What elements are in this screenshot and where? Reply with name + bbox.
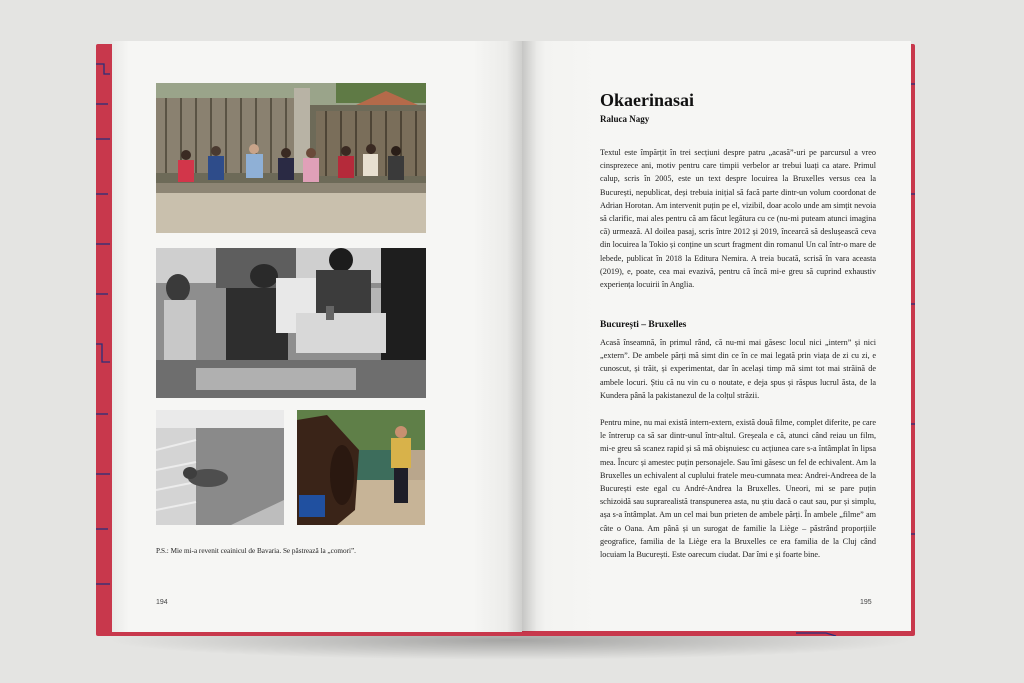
right-page-number: 195 (860, 599, 872, 606)
chapter-author: Raluca Nagy (600, 114, 650, 124)
photo-family-reading-newspaper (156, 248, 426, 398)
photo-villagers-on-bench (156, 83, 426, 233)
body-paragraph-1: Acasă înseamnă, în primul rând, că nu-mi mai găsesc locul nici „intern” și nici „extern”. De ambele părți mă simt din ce în ce mai legată prin viața de zi cu zi, e cunoscut, și trăit, și experimentat, dar în același timp mă simt tot mai străină de ambele locuri. Știu că nu vin cu o noutate, e deja spus și răspus lucrul ăsta, de la Kundera până la pakistanezul de la colțul străzii. (600, 338, 876, 400)
photo-caption: P.S.: Mie mi-a revenit ceainicul de Bavaria. Se păstrează la „comori”. (156, 547, 356, 555)
book-gutter (507, 41, 537, 632)
body-paragraph-2: Pentru mine, nu mai există intern-extern, există două filme, complet diferite, pe care le întrerup ca să sar dintr-unul într-altul. Greșeala e că, atunci când reiau un film, mi-e greu să scanez rapid și să mă obișnuiesc cu acțiunea care s-a întâmplat în lipsa mea. Încurc și amestec puțin personajele. Sau îmi găsesc un fel de echivalent. Am la Bruxelles un echivalent al cuplului fratele meu-cumnata mea: Andrei-Andreea de la București este egal cu André-Andrea la Bruxelles. Uneori, mi se pare puțin schizoidă sau suprarealistă transpunerea asta, nu știu dacă o caut sau, pur și simplu, așa s-a întâmplat. Am un cel mai bun prieten de ambele părți. În ambele „filme” am câte o Oana. Am până și un surogat de familie la Liège – păstrând proporțiile geografice, familia de la Liège era la Bruxelles ce era familia de la Cluj când locuiam la București. Este oarecum ciudat. Dar îmi e și foarte bine. (600, 418, 877, 560)
left-page-number: 194 (156, 599, 168, 606)
intro-paragraph: Textul este împărțit în trei secțiuni despre patru „acasă”-uri pe parcursul a vreo cinsprezece ani, motiv pentru care timpii verbelor ar trebui luați ca atare. Primul calup, scris în 2005, este un text despre locuirea la Bruxelles versus cea la București, nepublicat, deși trebuia inițial să facă parte dintr-un volum coordonat de Adrian Horotan. Am intervenit puțin pe el, vizibil, doar acolo unde am simțit nevoia să clarific, mai ales pentru că am făcut legătura cu ce (nu-mi puteam atunci imagina că) urmează. Al doilea pasaj, scris între 2012 și 2019, încearcă să deslușească ceva din locuirea la Tokio și conține un scurt fragment din romanul Un cal într-o mare de lebede, publicat în 2018 la Editura Nemira. A treia bucată, scrisă în vara aceasta (2019), e, poate, cea mai evazivă, pentru că încă mi-e greu să cuprind exhaustiv experiența locuirii în Anglia. (600, 148, 876, 290)
photo-horse-and-woman (297, 410, 425, 525)
photo-dog-by-wall (156, 410, 284, 525)
section-heading: București – Bruxelles (600, 320, 687, 330)
chapter-title: Okaerinasai (600, 90, 695, 110)
